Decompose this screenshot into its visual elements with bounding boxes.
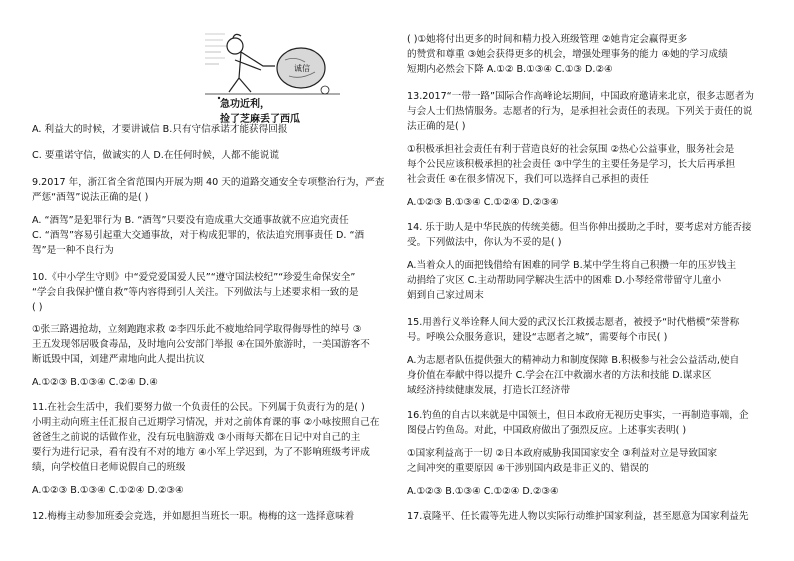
right-text-line: ( )①她将付出更多的时间和精力投入班级管理 ②她肯定会赢得更多 xyxy=(407,34,688,45)
right-text-line: 娟到自己家过周末 xyxy=(407,290,484,301)
left-text-line: 驾”是一种不良行为 xyxy=(32,245,114,256)
left-text-line: ①张三路遇抢劫，立刻跑跑求救 ②李四乐此不疲地给同学取得侮辱性的绰号 ③ xyxy=(32,324,362,335)
left-text-line: C. 要重诺守信，做诚实的人 D.在任何时候，人都不能说谎 xyxy=(32,150,279,161)
cartoon-caption xyxy=(220,95,300,125)
right-text-line: A.①②③ B.①③④ C.①②④ D.②③④ xyxy=(407,486,559,497)
left-text-line: C. “酒驾”容易引起重大交通事故，对于构成犯罪的，依法追究刑事责任 D. “酒 xyxy=(32,230,365,241)
right-text-line: A.①②③ B.①③④ C.①②④ D.②③④ xyxy=(407,197,559,208)
right-text-line: 与会人士们热情服务。志愿者的行为，是承担社会责任的表现。下列关于责任的说 xyxy=(407,106,753,117)
right-text-line: 法正确的是( ) xyxy=(407,121,466,132)
left-text-line: A. “酒驾”是犯罪行为 B. “酒驾”只要没有造成重大交通事故就不应追究责任 xyxy=(32,215,349,226)
left-text-line: 10.《中小学生守则》中“爱党爱国爱人民”“遵守国法校纪”“珍爱生命保安全” xyxy=(32,272,356,283)
left-text-line: 严惩“酒驾”说法正确的是( ) xyxy=(32,192,149,203)
left-text-line: A.①②③ B.①③④ C.②④ D.④ xyxy=(32,377,158,388)
left-text-line: 断诋毁中国，刘建严肃地向此人提出抗议 xyxy=(32,354,205,365)
left-text-line: A. 利益大的时候，才要讲诚信 B.只有守信承诺才能获得回报 xyxy=(32,124,288,135)
right-text-line: 社会责任 ④在很多情况下，我们可以选择自己承担的责任 xyxy=(407,174,649,185)
right-text-line: 17.袁隆平、任长霞等先进人物以实际行动维护国家利益，甚至愿意为国家利益先 xyxy=(407,511,749,522)
left-text-line: 王五发现邻居吸食毒品，及时地向公安部门举报 ④在国外旅游时，一美国游客不 xyxy=(32,339,370,350)
right-text-line: 域经济持续健康发展，打造长江经济带 xyxy=(407,385,571,396)
right-text-line: 15.用善行义举诠释人间大爱的武汉长江救援志愿者，被授予“时代楷模”荣誉称 xyxy=(407,317,740,328)
right-text-line: 16.钓鱼的自古以来就是中国领土，但日本政府无视历史事实，一再制造事端，企 xyxy=(407,410,749,421)
left-text-line: 绩，向学校值日老师说假自己的班级 xyxy=(32,462,186,473)
right-text-line: A.为志愿者队伍提供强大的精神动力和制度保障 B.积极参与社会公益活动,使自 xyxy=(407,355,740,366)
right-text-line: 短期内必然会下降 A.①② B.①③④ C.①③ D.②④ xyxy=(407,64,613,75)
left-text-line: 小明主动向班主任汇报自己近期学习情况，并对之前体育课的事 ②小咏按照自己在 xyxy=(32,417,380,428)
left-text-line: 要行为进行记录，看有没有不对的地方 ④小军上学迟到，为了不影响班级考评成 xyxy=(32,447,370,458)
right-text-line: 13.2017“一带一路”国际合作高峰论坛期间，中国政府邀请来北京，很多志愿者为 xyxy=(407,91,755,102)
right-text-line: 号。呼唤公众服务意识，建设“志愿者之城”，需要每个市民( ) xyxy=(407,332,668,343)
right-text-line: A.当着众人的面把钱借给有困难的同学 B.某中学生将自己积攒一年的压岁钱主 xyxy=(407,260,737,271)
left-text-line: 9.2017 年，浙江省全省范围内开展为期 40 天的道路交通安全专项整治行为，严查 xyxy=(32,177,385,188)
caption-line-1: 急功近利， xyxy=(220,99,270,110)
left-text-line: 爸爸生之前说的话做作业，没有玩电脑游戏 ③小雨每天都在日记中对自己的主 xyxy=(32,432,361,443)
background-hatching xyxy=(205,34,227,64)
right-text-line: 每个公民应该积极承担的社会责任 ③中学生的主要任务是学习，长大后再承担 xyxy=(407,159,736,170)
left-text-line: 11.在社会生活中，我们要努力做一个负责任的公民。下列属于负责行为的是( ) xyxy=(32,402,365,413)
left-text-line: ( ) xyxy=(32,302,43,313)
stone-figure xyxy=(277,48,325,88)
right-text-line: 身价值在奉献中得以提升 C.学会在江中救溺水者的方法和技能 D.谋求区 xyxy=(407,370,712,381)
right-text-line: 的赞赏和尊重 ③她会获得更多的机会，增强处理事务的能力 ④她的学习成绩 xyxy=(407,49,728,60)
left-text-line: 12.梅梅主动参加班委会竞选，并如愿担当班长一职。梅梅的这一选择意味着 xyxy=(32,511,355,522)
person-figure xyxy=(227,34,275,92)
stone-label: 诚信 xyxy=(294,64,310,73)
right-text-line: 14. 乐于助人是中华民族的传统美德。但当你伸出援助之手时，要考虑对方能否接 xyxy=(407,222,752,233)
right-text-line: ①国家利益高于一切 ②日本政府威胁我国国家安全 ③利益对立是导致国家 xyxy=(407,448,718,459)
watermelon-figure xyxy=(321,86,329,94)
right-text-line: ①积极承担社会责任有利于营造良好的社会氛围 ②热心公益事业，服务社会是 xyxy=(407,144,735,155)
left-text-line: A.①②③ B.①③④ C.①②④ D.②③④ xyxy=(32,485,184,496)
right-text-line: 受。下列做法中，你认为不妥的是( ) xyxy=(407,237,562,248)
left-text-line: “学会自我保护懂自救”等内容得到引人关注。下列做法与上述要求相一致的是 xyxy=(32,287,359,298)
caption-line-2: 捡了芝麻丢了西瓜 xyxy=(220,114,300,125)
right-text-line: 之间冲突的重要原因 ④干涉别国内政是非正义的、错误的 xyxy=(407,463,649,474)
right-text-line: 动捐给了灾区 C.主动帮助同学解决生活中的困难 D.小琴经常带留守儿童小 xyxy=(407,275,722,286)
right-text-line: 图侵占钓鱼岛。对此，中国政府做出了强烈反应。上述事实表明( ) xyxy=(407,425,687,436)
